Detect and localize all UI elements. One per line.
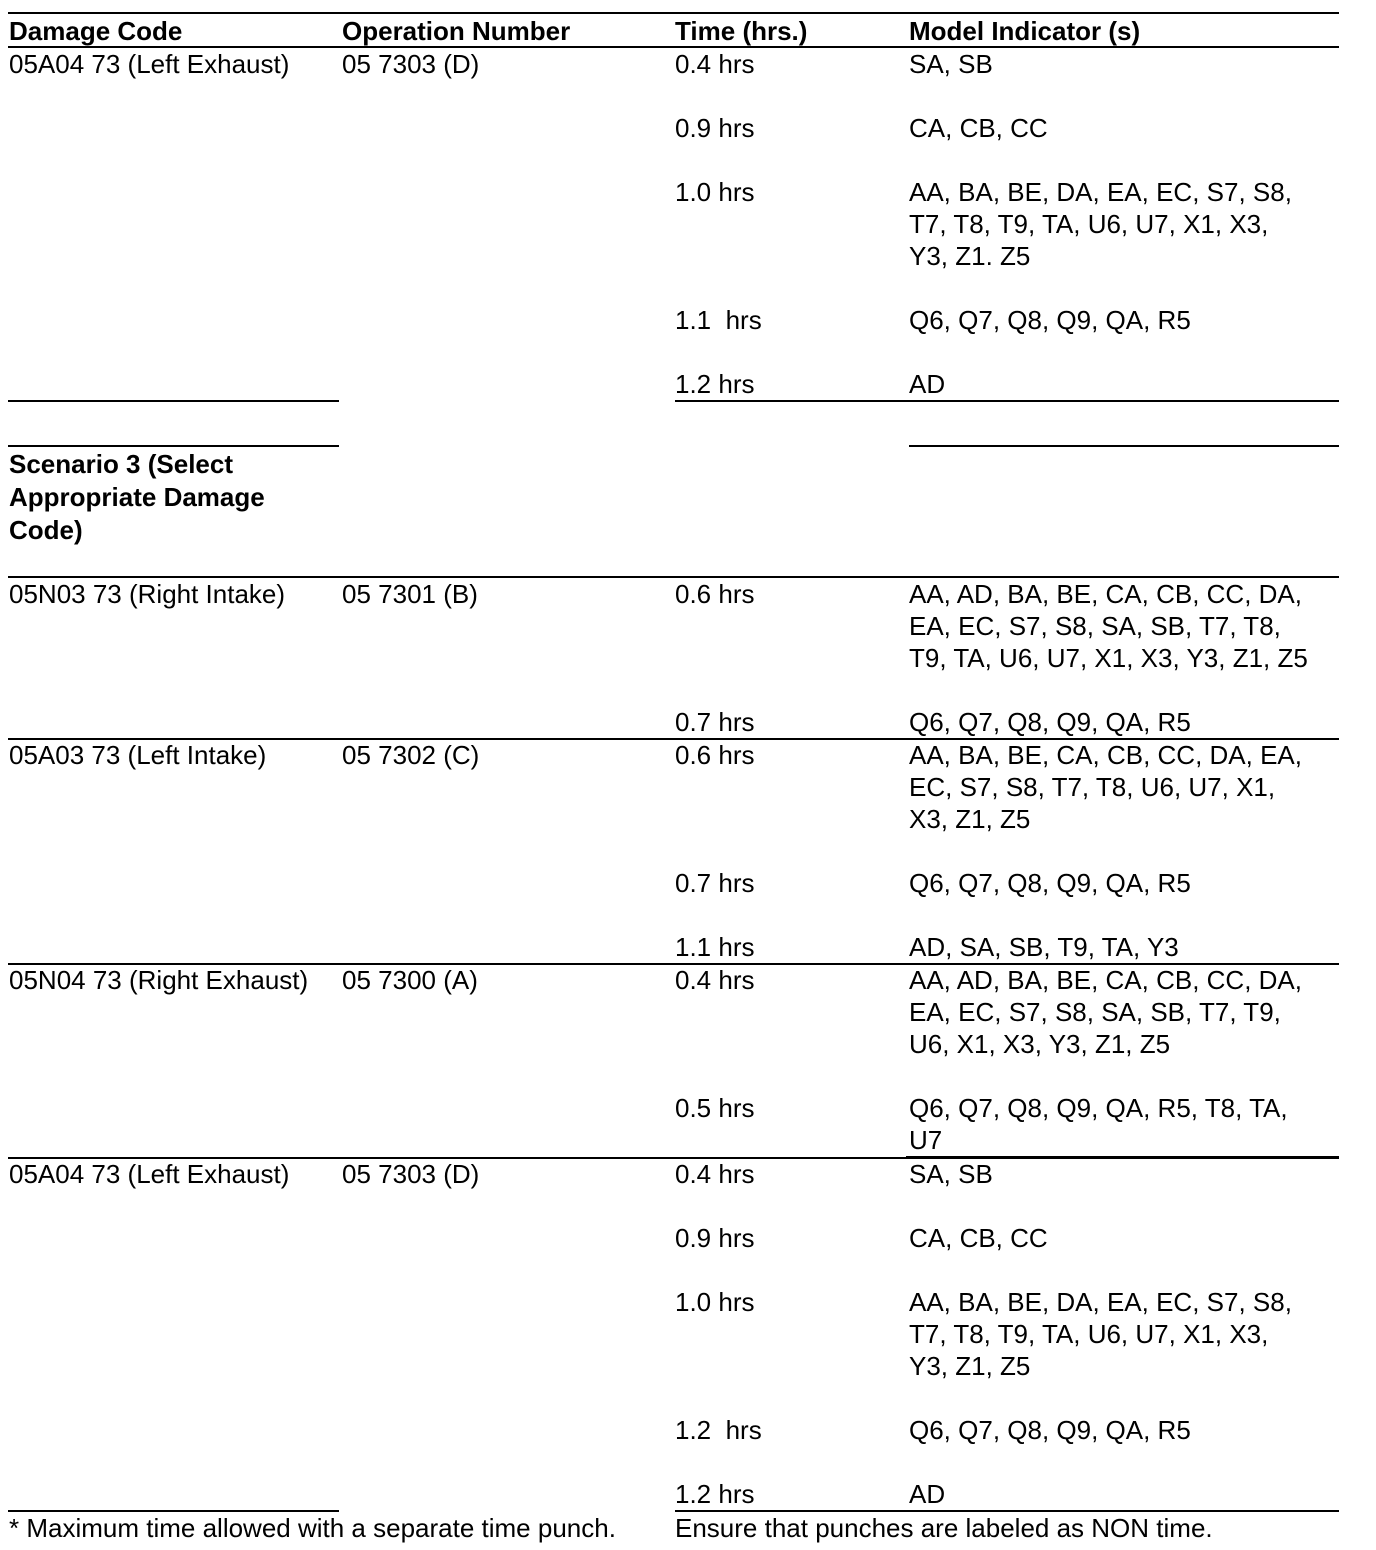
time-cell: 1.0 hrs xyxy=(675,177,755,207)
model-cell: Q6, Q7, Q8, Q9, QA, R5 xyxy=(909,868,1191,898)
model-cell: SA, SB xyxy=(909,1159,993,1189)
model-cell: U7 xyxy=(909,1125,943,1155)
model-cell: AA, BA, BE, DA, EA, EC, S7, S8, xyxy=(909,1287,1292,1317)
model-cell: CA, CB, CC xyxy=(909,1223,1048,1253)
time-cell: 1.2 hrs xyxy=(675,1479,755,1509)
time-cell: 0.9 hrs xyxy=(675,1223,755,1253)
time-cell: 0.9 hrs xyxy=(675,113,755,143)
time-cell: 0.4 hrs xyxy=(675,49,755,79)
operation-number-cell: 05 7300 (A) xyxy=(342,965,478,995)
damage-code-cell: 05A04 73 (Left Exhaust) xyxy=(9,1159,290,1189)
scenario-heading: Appropriate Damage xyxy=(9,482,265,512)
time-cell: 1.1 hrs xyxy=(675,932,755,962)
model-cell: SA, SB xyxy=(909,49,993,79)
model-cell: EC, S7, S8, T7, T8, U6, U7, X1, xyxy=(909,772,1276,802)
model-cell: EA, EC, S7, S8, SA, SB, T7, T9, xyxy=(909,997,1281,1027)
damage-code-cell: 05A03 73 (Left Intake) xyxy=(9,740,267,770)
time-cell: 0.6 hrs xyxy=(675,740,755,770)
header-damage-code: Damage Code xyxy=(9,16,183,46)
top-rule xyxy=(8,12,1339,14)
model-cell: AD, SA, SB, T9, TA, Y3 xyxy=(909,932,1179,962)
header-operation-number: Operation Number xyxy=(342,16,571,46)
operation-number-cell: 05 7302 (C) xyxy=(342,740,480,770)
time-cell: 1.2 hrs xyxy=(675,1415,762,1445)
model-cell: X3, Z1, Z5 xyxy=(909,804,1031,834)
model-cell: U6, X1, X3, Y3, Z1, Z5 xyxy=(909,1029,1171,1059)
time-cell: 0.7 hrs xyxy=(675,868,755,898)
model-cell: Q6, Q7, Q8, Q9, QA, R5, T8, TA, xyxy=(909,1093,1288,1123)
scenario-heading: Scenario 3 (Select xyxy=(9,449,233,479)
model-cell: T7, T8, T9, TA, U6, U7, X1, X3, xyxy=(909,1319,1269,1349)
model-cell: Q6, Q7, Q8, Q9, QA, R5 xyxy=(909,1415,1191,1445)
model-cell: AA, AD, BA, BE, CA, CB, CC, DA, xyxy=(909,579,1302,609)
row-rule xyxy=(8,445,339,447)
row-rule xyxy=(8,400,339,402)
time-cell: 0.4 hrs xyxy=(675,1159,755,1189)
damage-code-cell: 05N03 73 (Right Intake) xyxy=(9,579,286,609)
header-model-indicator: Model Indicator (s) xyxy=(909,16,1141,46)
model-cell: CA, CB, CC xyxy=(909,113,1048,143)
model-cell: T7, T8, T9, TA, U6, U7, X1, X3, xyxy=(909,209,1269,239)
operation-number-cell: 05 7303 (D) xyxy=(342,49,480,79)
damage-code-cell: 05A04 73 (Left Exhaust) xyxy=(9,49,290,79)
model-cell: AA, BA, BE, CA, CB, CC, DA, EA, xyxy=(909,740,1302,770)
scenario-heading: Code) xyxy=(9,515,83,545)
time-cell: 1.2 hrs xyxy=(675,369,755,399)
header-time: Time (hrs.) xyxy=(675,16,808,46)
footnote-continued: Ensure that punches are labeled as NON time. xyxy=(675,1513,1213,1543)
model-cell: EA, EC, S7, S8, SA, SB, T7, T8, xyxy=(909,611,1281,641)
footnote: * Maximum time allowed with a separate time punch. xyxy=(9,1513,616,1543)
model-cell: AA, AD, BA, BE, CA, CB, CC, DA, xyxy=(909,965,1302,995)
model-cell: T9, TA, U6, U7, X1, X3, Y3, Z1, Z5 xyxy=(909,643,1308,673)
damage-code-cell: 05N04 73 (Right Exhaust) xyxy=(9,965,309,995)
row-rule xyxy=(675,400,1339,402)
time-cell: 0.5 hrs xyxy=(675,1093,755,1123)
row-rule xyxy=(909,445,1339,447)
time-cell: 1.1 hrs xyxy=(675,305,762,335)
time-cell: 1.0 hrs xyxy=(675,1287,755,1317)
model-cell: Y3, Z1. Z5 xyxy=(909,241,1031,271)
model-cell: AD xyxy=(909,1479,946,1509)
model-cell: AA, BA, BE, DA, EA, EC, S7, S8, xyxy=(909,177,1292,207)
model-cell: Q6, Q7, Q8, Q9, QA, R5 xyxy=(909,707,1191,737)
time-cell: 0.4 hrs xyxy=(675,965,755,995)
time-cell: 0.7 hrs xyxy=(675,707,755,737)
model-cell: Q6, Q7, Q8, Q9, QA, R5 xyxy=(909,305,1191,335)
model-cell: Y3, Z1, Z5 xyxy=(909,1351,1031,1381)
operation-number-cell: 05 7303 (D) xyxy=(342,1159,480,1189)
model-cell: AD xyxy=(909,369,946,399)
operation-number-cell: 05 7301 (B) xyxy=(342,579,478,609)
time-cell: 0.6 hrs xyxy=(675,579,755,609)
